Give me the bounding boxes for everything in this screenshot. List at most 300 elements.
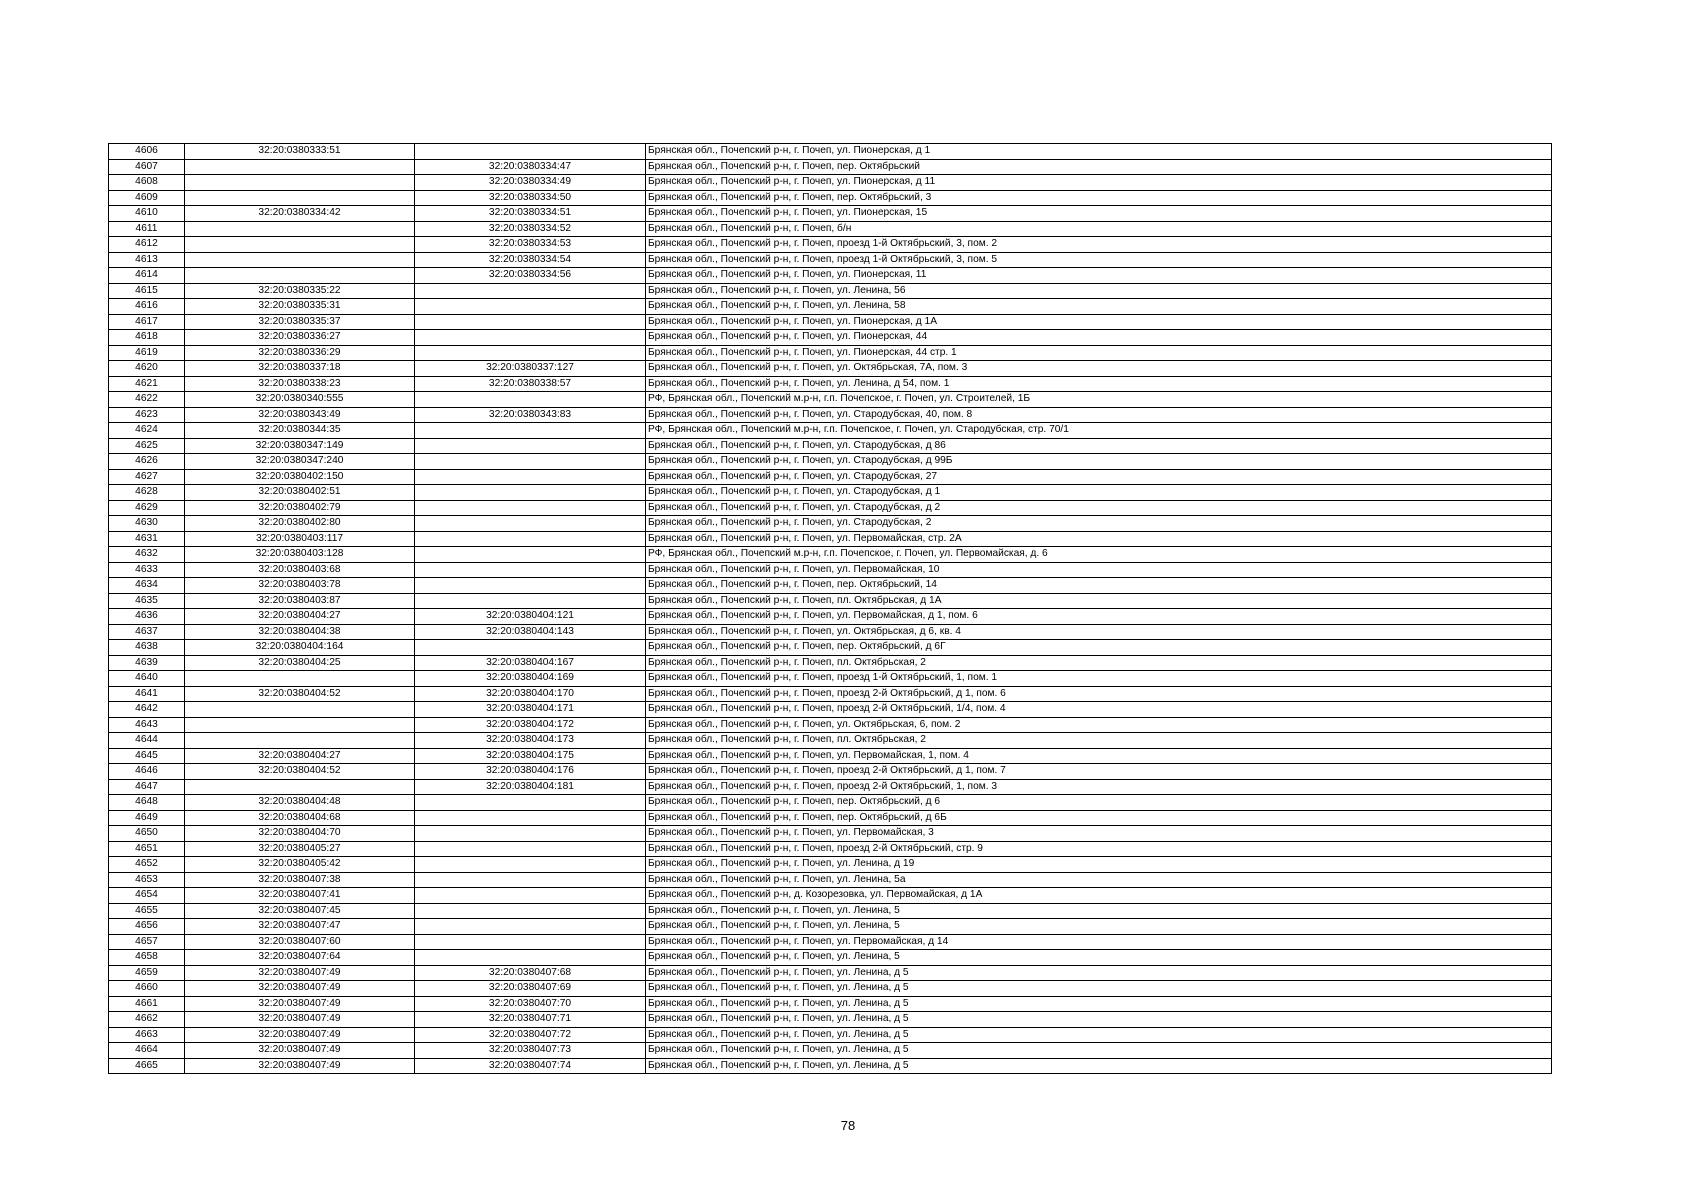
address-cell: Брянская обл., Почепский р-н, г. Почеп, ул. Первомайская, 3: [646, 826, 1552, 842]
land-cadastral-number-cell: [185, 671, 415, 687]
row-number-cell: 4642: [109, 702, 185, 718]
table-row: [109, 779, 1552, 795]
address-cell: Брянская обл., Почепский р-н, г. Почеп, ул. Ленина, 5: [646, 919, 1552, 935]
address-cell: Брянская обл., Почепский р-н, г. Почеп, ул. Ленина, д 19: [646, 857, 1552, 873]
land-cadastral-number-cell: 32:20:0380402:80: [185, 516, 415, 532]
row-number-cell: 4657: [109, 934, 185, 950]
land-cadastral-number-cell: 32:20:0380336:27: [185, 330, 415, 346]
row-number-cell: 4659: [109, 965, 185, 981]
address-cell: Брянская обл., Почепский р-н, г. Почеп, пер. Октябрьский, д 6Г: [646, 640, 1552, 656]
table-row: [109, 1058, 1552, 1074]
table-row: [109, 252, 1552, 268]
building-cadastral-number-cell: 32:20:0380407:74: [415, 1058, 646, 1074]
table-row: [109, 407, 1552, 423]
table-row: [109, 888, 1552, 904]
building-cadastral-number-cell: 32:20:0380404:173: [415, 733, 646, 749]
row-number-cell: 4612: [109, 237, 185, 253]
row-number-cell: 4664: [109, 1043, 185, 1059]
row-number-cell: 4616: [109, 299, 185, 315]
table-row: [109, 841, 1552, 857]
row-number-cell: 4658: [109, 950, 185, 966]
address-cell: Брянская обл., Почепский р-н, д. Козорезовка, ул. Первомайская, д 1А: [646, 888, 1552, 904]
land-cadastral-number-cell: 32:20:0380404:27: [185, 609, 415, 625]
table-row: [109, 283, 1552, 299]
address-cell: Брянская обл., Почепский р-н, г. Почеп, ул. Ленина, д 5: [646, 1027, 1552, 1043]
row-number-cell: 4613: [109, 252, 185, 268]
row-number-cell: 4655: [109, 903, 185, 919]
address-cell: РФ, Брянская обл., Почепский м.р-н, г.п. Почепское, г. Почеп, ул. Первомайская, д. 6: [646, 547, 1552, 563]
row-number-cell: 4648: [109, 795, 185, 811]
building-cadastral-number-cell: 32:20:0380334:54: [415, 252, 646, 268]
table-row: [109, 826, 1552, 842]
row-number-cell: 4650: [109, 826, 185, 842]
table-row: [109, 655, 1552, 671]
land-cadastral-number-cell: 32:20:0380403:87: [185, 593, 415, 609]
row-number-cell: 4636: [109, 609, 185, 625]
table-row: [109, 1012, 1552, 1028]
building-cadastral-number-cell: 32:20:0380404:167: [415, 655, 646, 671]
row-number-cell: 4625: [109, 438, 185, 454]
land-cadastral-number-cell: 32:20:0380407:60: [185, 934, 415, 950]
table-row: [109, 438, 1552, 454]
table-row: [109, 950, 1552, 966]
land-cadastral-number-cell: [185, 221, 415, 237]
table-row: [109, 1043, 1552, 1059]
land-cadastral-number-cell: [185, 237, 415, 253]
building-cadastral-number-cell: [415, 950, 646, 966]
building-cadastral-number-cell: 32:20:0380407:73: [415, 1043, 646, 1059]
table-row: [109, 748, 1552, 764]
land-cadastral-number-cell: 32:20:0380404:68: [185, 810, 415, 826]
table-row: [109, 934, 1552, 950]
table-row: [109, 640, 1552, 656]
table-row: [109, 1027, 1552, 1043]
row-number-cell: 4609: [109, 190, 185, 206]
row-number-cell: 4662: [109, 1012, 185, 1028]
table-row: [109, 159, 1552, 175]
building-cadastral-number-cell: [415, 593, 646, 609]
building-cadastral-number-cell: [415, 903, 646, 919]
row-number-cell: 4614: [109, 268, 185, 284]
address-cell: Брянская обл., Почепский р-н, г. Почеп, ул. Ленина, 5а: [646, 872, 1552, 888]
building-cadastral-number-cell: 32:20:0380337:127: [415, 361, 646, 377]
row-number-cell: 4608: [109, 175, 185, 191]
row-number-cell: 4654: [109, 888, 185, 904]
address-cell: Брянская обл., Почепский р-н, г. Почеп, ул. Пионерская, д 1: [646, 144, 1552, 160]
land-cadastral-number-cell: [185, 268, 415, 284]
land-cadastral-number-cell: 32:20:0380402:79: [185, 500, 415, 516]
row-number-cell: 4633: [109, 562, 185, 578]
land-cadastral-number-cell: 32:20:0380404:52: [185, 686, 415, 702]
table-row: [109, 764, 1552, 780]
building-cadastral-number-cell: [415, 469, 646, 485]
cadastral-table: [108, 143, 1552, 1074]
address-cell: Брянская обл., Почепский р-н, г. Почеп, ул. Ленина, д 5: [646, 965, 1552, 981]
table-row: [109, 624, 1552, 640]
row-number-cell: 4611: [109, 221, 185, 237]
building-cadastral-number-cell: [415, 144, 646, 160]
building-cadastral-number-cell: [415, 345, 646, 361]
address-cell: Брянская обл., Почепский р-н, г. Почеп, ул. Ленина, 58: [646, 299, 1552, 315]
table-row: [109, 392, 1552, 408]
address-cell: Брянская обл., Почепский р-н, г. Почеп, пл. Октябрьская, д 1А: [646, 593, 1552, 609]
building-cadastral-number-cell: 32:20:0380343:83: [415, 407, 646, 423]
table-row: [109, 903, 1552, 919]
land-cadastral-number-cell: 32:20:0380337:18: [185, 361, 415, 377]
address-cell: Брянская обл., Почепский р-н, г. Почеп, проезд 2-й Октябрьский, 1/4, пом. 4: [646, 702, 1552, 718]
table-row: [109, 531, 1552, 547]
land-cadastral-number-cell: [185, 190, 415, 206]
address-cell: Брянская обл., Почепский р-н, г. Почеп, пер. Октябрьский, д 6: [646, 795, 1552, 811]
building-cadastral-number-cell: [415, 516, 646, 532]
land-cadastral-number-cell: 32:20:0380343:49: [185, 407, 415, 423]
address-cell: Брянская обл., Почепский р-н, г. Почеп, ул. Стародубская, д 86: [646, 438, 1552, 454]
row-number-cell: 4619: [109, 345, 185, 361]
building-cadastral-number-cell: [415, 841, 646, 857]
address-cell: Брянская обл., Почепский р-н, г. Почеп, ул. Пионерская, д 11: [646, 175, 1552, 191]
building-cadastral-number-cell: 32:20:0380334:47: [415, 159, 646, 175]
row-number-cell: 4645: [109, 748, 185, 764]
land-cadastral-number-cell: 32:20:0380404:70: [185, 826, 415, 842]
address-cell: Брянская обл., Почепский р-н, г. Почеп, ул. Ленина, д 5: [646, 1012, 1552, 1028]
row-number-cell: 4622: [109, 392, 185, 408]
address-cell: Брянская обл., Почепский р-н, г. Почеп, проезд 2-й Октябрьский, д 1, пом. 6: [646, 686, 1552, 702]
land-cadastral-number-cell: [185, 733, 415, 749]
row-number-cell: 4641: [109, 686, 185, 702]
row-number-cell: 4646: [109, 764, 185, 780]
building-cadastral-number-cell: [415, 330, 646, 346]
land-cadastral-number-cell: 32:20:0380333:51: [185, 144, 415, 160]
building-cadastral-number-cell: 32:20:0380404:181: [415, 779, 646, 795]
building-cadastral-number-cell: 32:20:0380407:71: [415, 1012, 646, 1028]
building-cadastral-number-cell: [415, 919, 646, 935]
table-row: [109, 795, 1552, 811]
table-row: [109, 857, 1552, 873]
table-row: [109, 609, 1552, 625]
table-row: [109, 516, 1552, 532]
land-cadastral-number-cell: 32:20:0380407:49: [185, 1043, 415, 1059]
table-row: [109, 469, 1552, 485]
table-row: [109, 330, 1552, 346]
row-number-cell: 4660: [109, 981, 185, 997]
row-number-cell: 4629: [109, 500, 185, 516]
land-cadastral-number-cell: 32:20:0380407:49: [185, 1012, 415, 1028]
table-row: [109, 717, 1552, 733]
land-cadastral-number-cell: 32:20:0380403:128: [185, 547, 415, 563]
table-row: [109, 144, 1552, 160]
land-cadastral-number-cell: 32:20:0380407:41: [185, 888, 415, 904]
row-number-cell: 4621: [109, 376, 185, 392]
row-number-cell: 4635: [109, 593, 185, 609]
table-row: [109, 578, 1552, 594]
land-cadastral-number-cell: 32:20:0380407:64: [185, 950, 415, 966]
table-row: [109, 361, 1552, 377]
land-cadastral-number-cell: [185, 779, 415, 795]
land-cadastral-number-cell: 32:20:0380407:47: [185, 919, 415, 935]
building-cadastral-number-cell: 32:20:0380407:70: [415, 996, 646, 1012]
building-cadastral-number-cell: [415, 314, 646, 330]
row-number-cell: 4607: [109, 159, 185, 175]
address-cell: Брянская обл., Почепский р-н, г. Почеп, ул. Октябрьская, 6, пом. 2: [646, 717, 1552, 733]
address-cell: Брянская обл., Почепский р-н, г. Почеп, ул. Первомайская, д 1, пом. 6: [646, 609, 1552, 625]
land-cadastral-number-cell: 32:20:0380404:164: [185, 640, 415, 656]
building-cadastral-number-cell: [415, 795, 646, 811]
building-cadastral-number-cell: [415, 640, 646, 656]
row-number-cell: 4618: [109, 330, 185, 346]
building-cadastral-number-cell: [415, 438, 646, 454]
land-cadastral-number-cell: 32:20:0380404:52: [185, 764, 415, 780]
building-cadastral-number-cell: [415, 454, 646, 470]
row-number-cell: 4640: [109, 671, 185, 687]
table-row: [109, 547, 1552, 563]
address-cell: Брянская обл., Почепский р-н, г. Почеп, пер. Октябрьский, 14: [646, 578, 1552, 594]
building-cadastral-number-cell: [415, 562, 646, 578]
land-cadastral-number-cell: 32:20:0380407:38: [185, 872, 415, 888]
table-row: [109, 345, 1552, 361]
land-cadastral-number-cell: [185, 717, 415, 733]
building-cadastral-number-cell: 32:20:0380407:72: [415, 1027, 646, 1043]
address-cell: Брянская обл., Почепский р-н, г. Почеп, ул. Стародубская, 2: [646, 516, 1552, 532]
land-cadastral-number-cell: 32:20:0380340:555: [185, 392, 415, 408]
land-cadastral-number-cell: 32:20:0380338:23: [185, 376, 415, 392]
land-cadastral-number-cell: 32:20:0380407:49: [185, 996, 415, 1012]
address-cell: Брянская обл., Почепский р-н, г. Почеп, пл. Октябрьская, 2: [646, 655, 1552, 671]
land-cadastral-number-cell: 32:20:0380404:38: [185, 624, 415, 640]
row-number-cell: 4661: [109, 996, 185, 1012]
land-cadastral-number-cell: 32:20:0380336:29: [185, 345, 415, 361]
address-cell: РФ, Брянская обл., Почепский м.р-н, г.п. Почепское, г. Почеп, ул. Строителей, 1Б: [646, 392, 1552, 408]
table-row: [109, 810, 1552, 826]
row-number-cell: 4634: [109, 578, 185, 594]
row-number-cell: 4626: [109, 454, 185, 470]
row-number-cell: 4632: [109, 547, 185, 563]
row-number-cell: 4665: [109, 1058, 185, 1074]
table-row: [109, 454, 1552, 470]
building-cadastral-number-cell: [415, 531, 646, 547]
land-cadastral-number-cell: 32:20:0380407:49: [185, 981, 415, 997]
table-body: [109, 144, 1552, 1074]
land-cadastral-number-cell: 32:20:0380402:150: [185, 469, 415, 485]
building-cadastral-number-cell: [415, 810, 646, 826]
row-number-cell: 4610: [109, 206, 185, 222]
building-cadastral-number-cell: 32:20:0380404:121: [415, 609, 646, 625]
table-row: [109, 376, 1552, 392]
row-number-cell: 4643: [109, 717, 185, 733]
row-number-cell: 4630: [109, 516, 185, 532]
row-number-cell: 4637: [109, 624, 185, 640]
row-number-cell: 4615: [109, 283, 185, 299]
building-cadastral-number-cell: [415, 888, 646, 904]
row-number-cell: 4624: [109, 423, 185, 439]
row-number-cell: 4606: [109, 144, 185, 160]
building-cadastral-number-cell: [415, 392, 646, 408]
row-number-cell: 4617: [109, 314, 185, 330]
address-cell: Брянская обл., Почепский р-н, г. Почеп, ул. Стародубская, д 2: [646, 500, 1552, 516]
land-cadastral-number-cell: 32:20:0380407:45: [185, 903, 415, 919]
land-cadastral-number-cell: 32:20:0380404:27: [185, 748, 415, 764]
building-cadastral-number-cell: [415, 826, 646, 842]
address-cell: Брянская обл., Почепский р-н, г. Почеп, ул. Ленина, д 5: [646, 1058, 1552, 1074]
building-cadastral-number-cell: 32:20:0380404:170: [415, 686, 646, 702]
table-row: [109, 872, 1552, 888]
land-cadastral-number-cell: 32:20:0380405:27: [185, 841, 415, 857]
table-row: [109, 593, 1552, 609]
building-cadastral-number-cell: 32:20:0380404:143: [415, 624, 646, 640]
building-cadastral-number-cell: [415, 872, 646, 888]
land-cadastral-number-cell: 32:20:0380407:49: [185, 1027, 415, 1043]
address-cell: Брянская обл., Почепский р-н, г. Почеп, ул. Пионерская, 44 стр. 1: [646, 345, 1552, 361]
address-cell: Брянская обл., Почепский р-н, г. Почеп, пер. Октябрьский, 3: [646, 190, 1552, 206]
building-cadastral-number-cell: [415, 857, 646, 873]
table-row: [109, 423, 1552, 439]
table-row: [109, 299, 1552, 315]
land-cadastral-number-cell: 32:20:0380403:117: [185, 531, 415, 547]
address-cell: Брянская обл., Почепский р-н, г. Почеп, пер. Октябрьский, д 6Б: [646, 810, 1552, 826]
address-cell: Брянская обл., Почепский р-н, г. Почеп, проезд 1-й Октябрьский, 3, пом. 5: [646, 252, 1552, 268]
table-row: [109, 671, 1552, 687]
row-number-cell: 4620: [109, 361, 185, 377]
table-row: [109, 702, 1552, 718]
table-row: [109, 190, 1552, 206]
land-cadastral-number-cell: 32:20:0380344:35: [185, 423, 415, 439]
building-cadastral-number-cell: [415, 934, 646, 950]
table-row: [109, 981, 1552, 997]
row-number-cell: 4638: [109, 640, 185, 656]
building-cadastral-number-cell: [415, 578, 646, 594]
address-cell: Брянская обл., Почепский р-н, г. Почеп, ул. Октябрьская, 7А, пом. 3: [646, 361, 1552, 377]
land-cadastral-number-cell: 32:20:0380335:37: [185, 314, 415, 330]
building-cadastral-number-cell: 32:20:0380404:172: [415, 717, 646, 733]
address-cell: Брянская обл., Почепский р-н, г. Почеп, проезд 1-й Октябрьский, 3, пом. 2: [646, 237, 1552, 253]
row-number-cell: 4631: [109, 531, 185, 547]
table-row: [109, 733, 1552, 749]
building-cadastral-number-cell: 32:20:0380334:49: [415, 175, 646, 191]
address-cell: Брянская обл., Почепский р-н, г. Почеп, ул. Стародубская, д 99Б: [646, 454, 1552, 470]
land-cadastral-number-cell: [185, 252, 415, 268]
building-cadastral-number-cell: 32:20:0380334:56: [415, 268, 646, 284]
table-row: [109, 562, 1552, 578]
address-cell: Брянская обл., Почепский р-н, г. Почеп, ул. Первомайская, д 14: [646, 934, 1552, 950]
address-cell: Брянская обл., Почепский р-н, г. Почеп, ул. Стародубская, 40, пом. 8: [646, 407, 1552, 423]
land-cadastral-number-cell: 32:20:0380407:49: [185, 1058, 415, 1074]
building-cadastral-number-cell: 32:20:0380404:169: [415, 671, 646, 687]
table-row: [109, 175, 1552, 191]
building-cadastral-number-cell: [415, 485, 646, 501]
row-number-cell: 4653: [109, 872, 185, 888]
address-cell: Брянская обл., Почепский р-н, г. Почеп, ул. Стародубская, д 1: [646, 485, 1552, 501]
building-cadastral-number-cell: [415, 283, 646, 299]
address-cell: Брянская обл., Почепский р-н, г. Почеп, ул. Стародубская, 27: [646, 469, 1552, 485]
building-cadastral-number-cell: 32:20:0380334:50: [415, 190, 646, 206]
table-row: [109, 314, 1552, 330]
land-cadastral-number-cell: 32:20:0380403:68: [185, 562, 415, 578]
table-row: [109, 686, 1552, 702]
address-cell: Брянская обл., Почепский р-н, г. Почеп, проезд 2-й Октябрьский, 1, пом. 3: [646, 779, 1552, 795]
page-number: 78: [840, 1118, 856, 1133]
row-number-cell: 4628: [109, 485, 185, 501]
land-cadastral-number-cell: 32:20:0380335:31: [185, 299, 415, 315]
table-row: [109, 919, 1552, 935]
land-cadastral-number-cell: [185, 702, 415, 718]
table-row: [109, 268, 1552, 284]
address-cell: Брянская обл., Почепский р-н, г. Почеп, проезд 1-й Октябрьский, 1, пом. 1: [646, 671, 1552, 687]
building-cadastral-number-cell: 32:20:0380407:68: [415, 965, 646, 981]
row-number-cell: 4656: [109, 919, 185, 935]
address-cell: Брянская обл., Почепский р-н, г. Почеп, ул. Ленина, д 54, пом. 1: [646, 376, 1552, 392]
building-cadastral-number-cell: [415, 500, 646, 516]
address-cell: Брянская обл., Почепский р-н, г. Почеп, пер. Октябрьский: [646, 159, 1552, 175]
row-number-cell: 4649: [109, 810, 185, 826]
address-cell: Брянская обл., Почепский р-н, г. Почеп, ул. Первомайская, стр. 2А: [646, 531, 1552, 547]
address-cell: Брянская обл., Почепский р-н, г. Почеп, ул. Ленина, д 5: [646, 981, 1552, 997]
address-cell: Брянская обл., Почепский р-н, г. Почеп, ул. Ленина, 56: [646, 283, 1552, 299]
address-cell: Брянская обл., Почепский р-н, г. Почеп, ул. Ленина, д 5: [646, 996, 1552, 1012]
land-cadastral-number-cell: 32:20:0380347:240: [185, 454, 415, 470]
row-number-cell: 4644: [109, 733, 185, 749]
land-cadastral-number-cell: 32:20:0380402:51: [185, 485, 415, 501]
land-cadastral-number-cell: 32:20:0380404:48: [185, 795, 415, 811]
building-cadastral-number-cell: [415, 299, 646, 315]
address-cell: Брянская обл., Почепский р-н, г. Почеп, ул. Октябрьская, д 6, кв. 4: [646, 624, 1552, 640]
building-cadastral-number-cell: 32:20:0380404:175: [415, 748, 646, 764]
row-number-cell: 4647: [109, 779, 185, 795]
row-number-cell: 4639: [109, 655, 185, 671]
building-cadastral-number-cell: 32:20:0380404:171: [415, 702, 646, 718]
land-cadastral-number-cell: 32:20:0380403:78: [185, 578, 415, 594]
address-cell: Брянская обл., Почепский р-н, г. Почеп, ул. Пионерская, 15: [646, 206, 1552, 222]
land-cadastral-number-cell: 32:20:0380347:149: [185, 438, 415, 454]
row-number-cell: 4627: [109, 469, 185, 485]
address-cell: Брянская обл., Почепский р-н, г. Почеп, ул. Пионерская, 11: [646, 268, 1552, 284]
address-cell: Брянская обл., Почепский р-н, г. Почеп, ул. Ленина, 5: [646, 950, 1552, 966]
land-cadastral-number-cell: 32:20:0380407:49: [185, 965, 415, 981]
address-cell: Брянская обл., Почепский р-н, г. Почеп, ул. Пионерская, 44: [646, 330, 1552, 346]
address-cell: Брянская обл., Почепский р-н, г. Почеп, проезд 2-й Октябрьский, стр. 9: [646, 841, 1552, 857]
row-number-cell: 4652: [109, 857, 185, 873]
address-cell: Брянская обл., Почепский р-н, г. Почеп, ул. Ленина, 5: [646, 903, 1552, 919]
address-cell: Брянская обл., Почепский р-н, г. Почеп, ул. Первомайская, 1, пом. 4: [646, 748, 1552, 764]
address-cell: Брянская обл., Почепский р-н, г. Почеп, ул. Первомайская, 10: [646, 562, 1552, 578]
address-cell: Брянская обл., Почепский р-н, г. Почеп, ул. Ленина, д 5: [646, 1043, 1552, 1059]
table-row: [109, 221, 1552, 237]
table-row: [109, 206, 1552, 222]
land-cadastral-number-cell: [185, 175, 415, 191]
building-cadastral-number-cell: 32:20:0380407:69: [415, 981, 646, 997]
address-cell: РФ, Брянская обл., Почепский м.р-н, г.п. Почепское, г. Почеп, ул. Стародубская, стр. 70/1: [646, 423, 1552, 439]
address-cell: Брянская обл., Почепский р-н, г. Почеп, ул. Пионерская, д 1А: [646, 314, 1552, 330]
address-cell: Брянская обл., Почепский р-н, г. Почеп, пл. Октябрьская, 2: [646, 733, 1552, 749]
table-row: [109, 965, 1552, 981]
building-cadastral-number-cell: 32:20:0380334:52: [415, 221, 646, 237]
building-cadastral-number-cell: 32:20:0380334:53: [415, 237, 646, 253]
land-cadastral-number-cell: 32:20:0380334:42: [185, 206, 415, 222]
land-cadastral-number-cell: 32:20:0380335:22: [185, 283, 415, 299]
row-number-cell: 4663: [109, 1027, 185, 1043]
building-cadastral-number-cell: 32:20:0380404:176: [415, 764, 646, 780]
row-number-cell: 4651: [109, 841, 185, 857]
building-cadastral-number-cell: [415, 547, 646, 563]
table-row: [109, 485, 1552, 501]
table-row: [109, 237, 1552, 253]
table-row: [109, 996, 1552, 1012]
building-cadastral-number-cell: 32:20:0380338:57: [415, 376, 646, 392]
building-cadastral-number-cell: [415, 423, 646, 439]
row-number-cell: 4623: [109, 407, 185, 423]
address-cell: Брянская обл., Почепский р-н, г. Почеп, б/н: [646, 221, 1552, 237]
land-cadastral-number-cell: 32:20:0380405:42: [185, 857, 415, 873]
table-row: [109, 500, 1552, 516]
building-cadastral-number-cell: 32:20:0380334:51: [415, 206, 646, 222]
